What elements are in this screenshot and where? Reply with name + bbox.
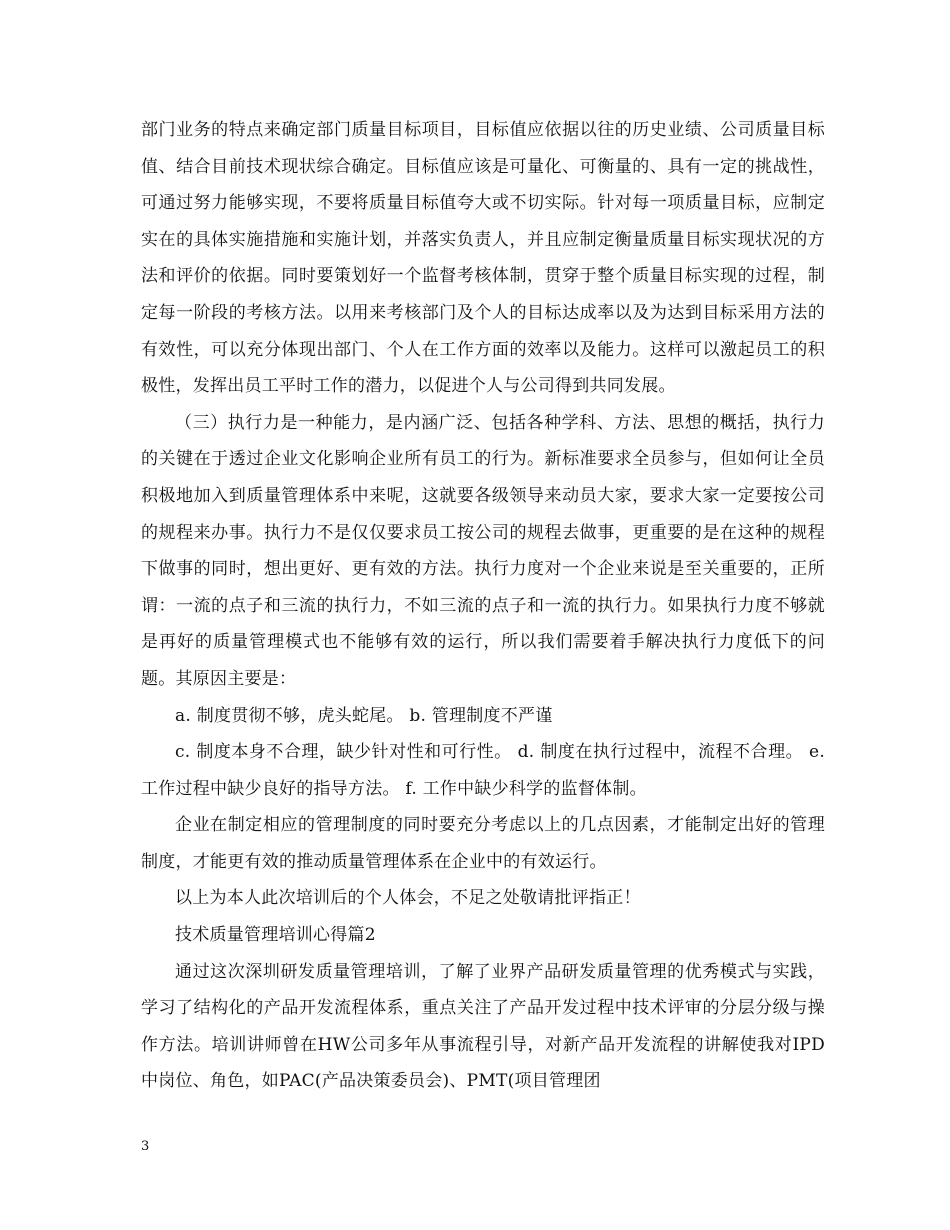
paragraph-closing-remark: 以上为本人此次培训后的个人体会，不足之处敬请批评指正！ (175, 888, 641, 909)
section-title: 技术质量管理培训心得篇2 (175, 925, 376, 946)
paragraph-quality-objectives: 部门业务的特点来确定部门质量目标项目，目标值应依据以往的历史业绩、公司质量目标值、结合目前技术现状综合确定。目标值应该是可量化、可衡量的、具有一定的挑战性，可通过努力能够实现，不要将质量目标值夸大或不切实际。针对每一项质量目标，应制定实在的具体实施措施和实施计划，并落实负责人，并且应制定衡量质量目标实现状况的方法和评价的依据。同时要策划好一个监督考核体制，贯穿于整个质量目标实现的过程，制定每一阶段的考核方法。以用来考核部门及个人的目标达成率以及为达到目标采用方法的有效性，可以充分体现出部门、个人在工作方面的效率以及能力。这样可以激起员工的积极性，发挥出员工平时工作的潜力，以促进个人与公司得到共同发展。 (141, 120, 825, 397)
list-item-reasons-ab: a. 制度贯彻不够，虎头蛇尾。 b. 管理制度不严谨 (175, 705, 553, 726)
paragraph-execution-power: （三）执行力是一种能力，是内涵广泛、包括各种学科、方法、思想的概括，执行力的关键在于透过企业文化影响企业所有员工的行为。新标准要求全员参与，但如何让全员积极地加入到质量管理体系中来呢，这就要各级领导来动员大家，要求大家一定要按公司的规程来办事。执行力不是仅仅要求员工按公司的规程去做事，更重要的是在这种的规程下做事的同时，想出更好、更有效的方法。执行力度对一个企业来说是至关重要的，正所谓：一流的点子和三流的执行力，不如三流的点子和一流的执行力。如果执行力度不够就是再好的质量管理模式也不能够有效的运行，所以我们需要着手解决执行力度低下的问题。其原因主要是： (141, 412, 825, 689)
paragraph-management-system: 企业在制定相应的管理制度的同时要充分考虑以上的几点因素，才能制定出好的管理制度，才能更有效的推动质量管理体系在企业中的有效运行。 (141, 815, 825, 872)
paragraph-shenzhen-training: 通过这次深圳研发质量管理培训，了解了业界产品研发质量管理的优秀模式与实践，学习了结构化的产品开发流程体系，重点关注了产品开发过程中技术评审的分层分级与操作方法。培训讲师曾在HW公司多年从事流程引导，对新产品开发流程的讲解使我对IPD中岗位、角色，如PAC(产品决策委员会)、PMT(项目管理团 (141, 961, 825, 1092)
list-item-reasons-cdef: c. 制度本身不合理，缺少针对性和可行性。 d. 制度在执行过程中，流程不合理。 e. 工作过程中缺少良好的指导方法。 f. 工作中缺少科学的监督体制。 (141, 742, 825, 799)
document-page (141, 112, 825, 1100)
page-number: 3 (141, 1139, 150, 1154)
